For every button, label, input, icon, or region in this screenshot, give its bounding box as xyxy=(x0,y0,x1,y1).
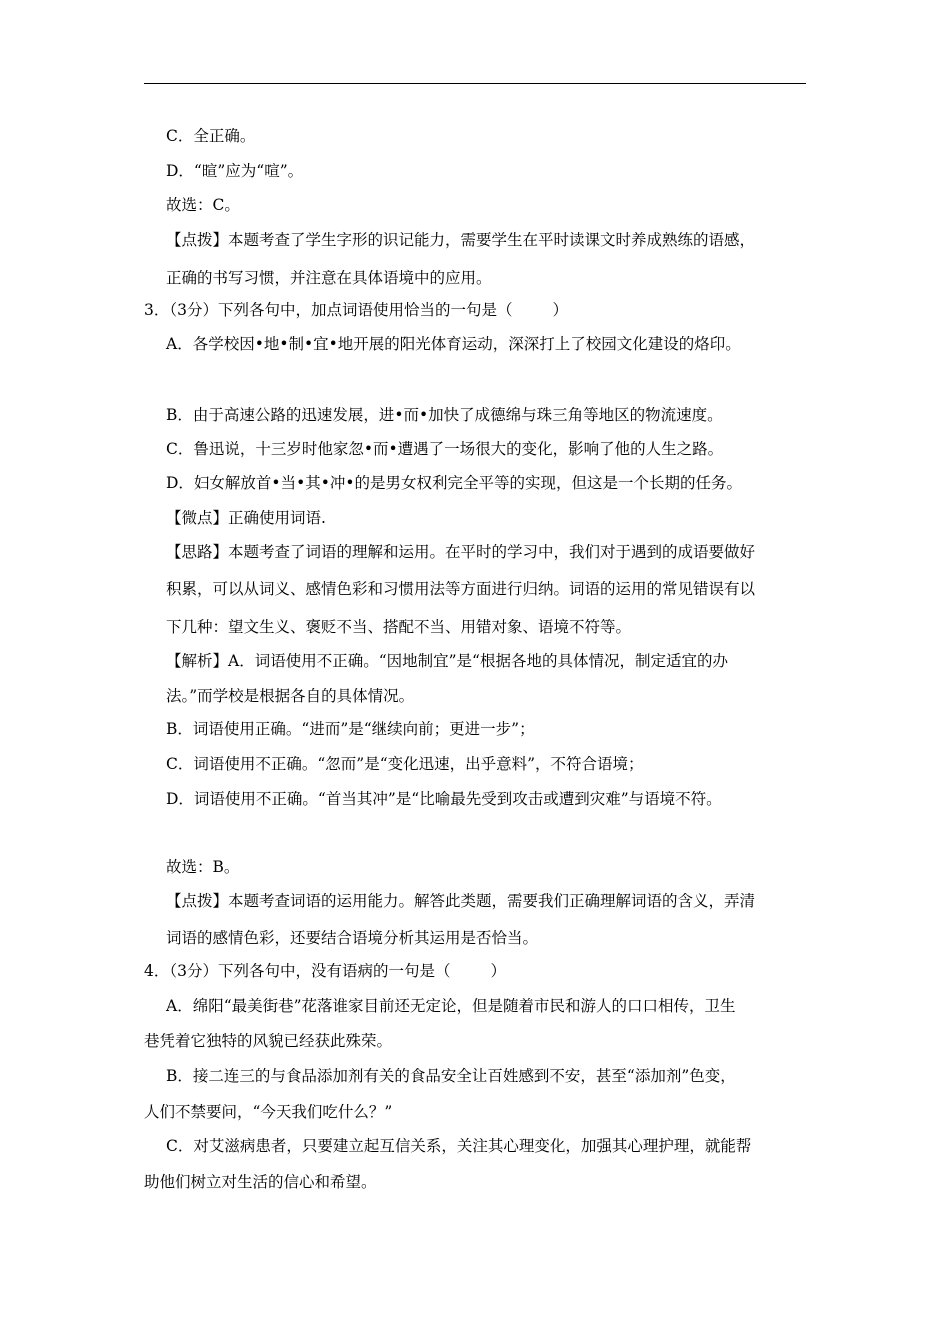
text-line: B．词语使用正确。“进而”是“继续向前；更进一步”； xyxy=(166,720,535,738)
text-line: D．妇女解放首•当•其•冲•的是男女权利完全平等的实现，但这是一个长期的任务。 xyxy=(166,474,743,492)
text-line: C．鲁迅说，十三岁时他家忽•而•遭遇了一场很大的变化，影响了他的人生之路。 xyxy=(166,440,724,458)
text-line: A．各学校因•地•制•宜•地开展的阳光体育运动，深深打上了校园文化建设的烙印。 xyxy=(166,335,741,353)
text-line: D．词语使用不正确。“首当其冲”是“比喻最先受到攻击或遭到灾难”与语境不符。 xyxy=(166,790,722,808)
text-line: 【点拨】本题考查了学生字形的识记能力，需要学生在平时读课文时养成熟练的语感， xyxy=(166,231,756,249)
text-line: 故选：C。 xyxy=(166,196,240,214)
text-line: 下几种：望文生义、褒贬不当、搭配不当、用错对象、语境不符等。 xyxy=(166,618,632,636)
text-line: 【微点】正确使用词语. xyxy=(166,509,326,527)
text-line: 积累，可以从词义、感情色彩和习惯用法等方面进行归纳。词语的运用的常见错误有以 xyxy=(166,580,756,598)
text-line: B．接二连三的与食品添加剂有关的食品安全让百姓感到不安，甚至“添加剂”色变， xyxy=(166,1067,736,1085)
text-line: 【解析】A．词语使用不正确。“因地制宜”是“根据各地的具体情况，制定适宜的办 xyxy=(166,652,728,670)
text-line: 人们不禁要问，“今天我们吃什么？” xyxy=(144,1103,393,1121)
text-line: 巷凭着它独特的风貌已经获此殊荣。 xyxy=(144,1032,393,1050)
text-line: C．全正确。 xyxy=(166,127,256,145)
text-line: 词语的感情色彩，还要结合语境分析其运用是否恰当。 xyxy=(166,929,539,947)
text-line: C．词语使用不正确。“忽而”是“变化迅速，出乎意料”，不符合语境； xyxy=(166,755,644,773)
text-line: B．由于高速公路的迅速发展，进•而•加快了成德绵与珠三角等地区的物流速度。 xyxy=(166,406,723,424)
text-line: D．“暄”应为“喧”。 xyxy=(166,162,304,180)
text-line: C．对艾滋病患者，只要建立起互信关系，关注其心理变化，加强其心理护理，就能帮 xyxy=(166,1137,752,1155)
text-line: 故选：B。 xyxy=(166,858,240,876)
text-line: A．绵阳“最美街巷”花落谁家目前还无定论，但是随着市民和游人的口口相传，卫生 xyxy=(166,997,736,1015)
text-line: 助他们树立对生活的信心和希望。 xyxy=(144,1173,377,1191)
header-rule xyxy=(144,83,806,84)
text-line: 【点拨】本题考查词语的运用能力。解答此类题，需要我们正确理解词语的含义，弄清 xyxy=(166,892,756,910)
question-4-stem: 4．（3分）下列各句中，没有语病的一句是（ ） xyxy=(144,962,506,980)
text-line: 正确的书写习惯，并注意在具体语境中的应用。 xyxy=(166,269,492,287)
question-3-stem: 3．（3分）下列各句中，加点词语使用恰当的一句是（ ） xyxy=(144,301,568,319)
text-line: 法。”而学校是根据各自的具体情况。 xyxy=(166,687,415,705)
text-line: 【思路】本题考查了词语的理解和运用。在平时的学习中，我们对于遇到的成语要做好 xyxy=(166,543,756,561)
